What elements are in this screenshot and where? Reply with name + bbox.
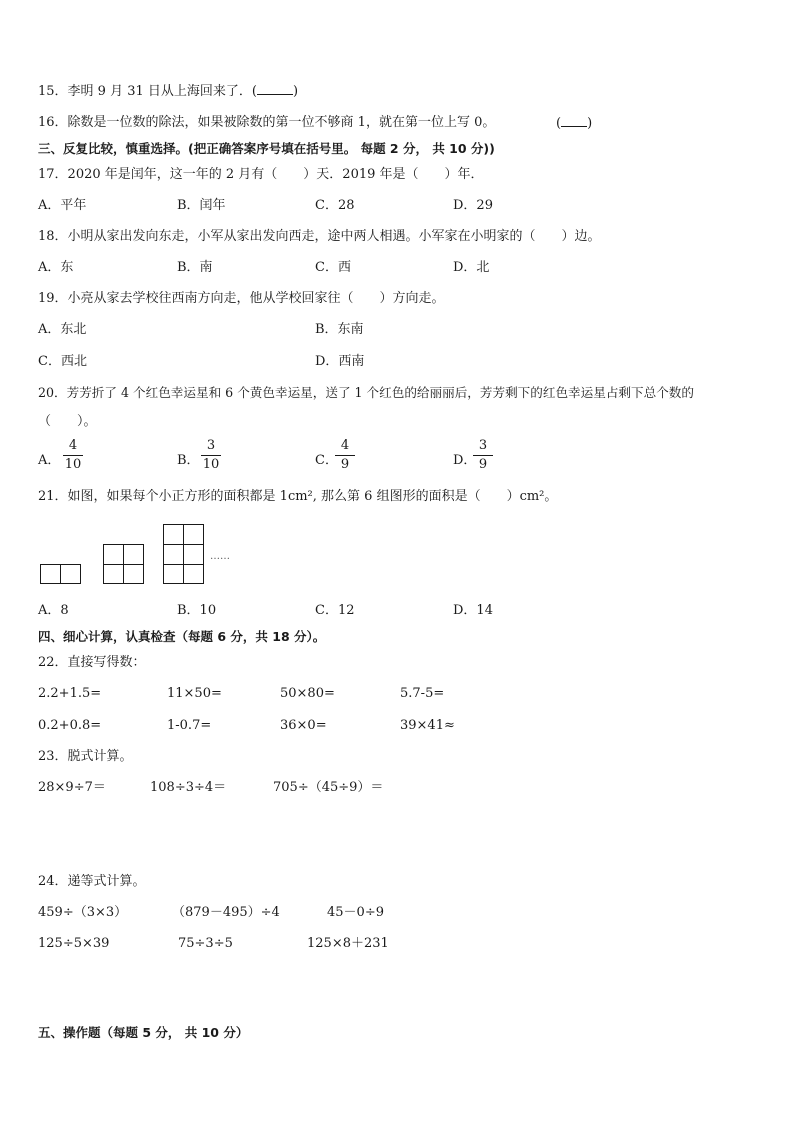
section-4-heading: 四、细心计算，认真检查（每题 6 分，共 18 分）。 [38,629,326,644]
answer-blank[interactable] [257,82,293,95]
q22-item: 11×50= [167,686,222,701]
q22-item: 0.2+0.8= [38,718,102,733]
q16-close: ) [587,116,593,131]
q19-option-a[interactable]: A．东北 [38,322,87,337]
q22-item: 39×41≈ [400,718,455,733]
fraction-bar [201,455,221,456]
q23-item: 28×9÷7＝ [38,780,106,795]
q21-option-a[interactable]: A．8 [38,603,69,618]
q15-text: 15．李明 9 月 31 日从上海回来了．( [38,84,257,99]
question-24-title: 24．递等式计算。 [38,874,146,889]
q22-item: 50×80= [280,686,335,701]
q22-item: 1-0.7= [167,718,212,733]
q17-option-b[interactable]: B．闰年 [177,198,226,213]
q17-option-d[interactable]: D．29 [453,198,493,213]
q20-option-b-letter[interactable]: B． [177,453,200,468]
unit-square [103,564,124,584]
q18-option-c[interactable]: C．西 [315,260,351,275]
q18-option-b[interactable]: B．南 [177,260,213,275]
figure-group-1 [40,564,82,584]
q20-option-c-fraction[interactable] [335,438,355,473]
q21-option-c[interactable]: C．12 [315,603,355,618]
q24-item: 125×8＋231 [307,936,389,951]
numerator: 4 [68,438,78,453]
unit-square [103,544,124,565]
q20-option-d-fraction[interactable] [473,438,493,473]
q16-open: ( [556,116,562,131]
q18-option-d[interactable]: D．北 [453,260,490,275]
q19-option-d[interactable]: D．西南 [315,354,365,369]
unit-square [163,524,184,545]
q20-option-a-fraction[interactable] [63,438,83,473]
unit-square [123,564,144,584]
q22-item: 2.2+1.5= [38,686,102,701]
fraction-bar [63,455,83,456]
denominator: 10 [64,457,82,472]
fraction-bar [335,455,355,456]
q24-item: 45－0÷9 [327,905,384,920]
unit-square [163,544,184,565]
q20-option-c-letter[interactable]: C． [315,453,338,468]
q17-option-c[interactable]: C．28 [315,198,355,213]
q24-item: 75÷3÷5 [178,936,233,951]
unit-square [40,564,61,584]
denominator: 9 [478,457,488,472]
q24-item: 459÷（3×3） [38,905,128,920]
question-23-title: 23．脱式计算。 [38,749,133,764]
q23-item: 108÷3÷4＝ [150,780,227,795]
question-22-title: 22．直接写得数： [38,655,146,670]
q18-option-a[interactable]: A．东 [38,260,74,275]
denominator: 9 [340,457,350,472]
figure-group-3 [163,524,205,584]
unit-square [183,564,204,584]
q15-close: ) [292,84,299,99]
ellipsis: …… [210,551,230,562]
question-20-stem-line2: （ ）。 [38,414,97,429]
numerator: 4 [340,438,350,453]
q24-item: （879－495）÷4 [172,905,280,920]
section-3-heading: 三、反复比较，慎重选择。(把正确答案序号填在括号里。 每题 2 分， 共 10 分)) [38,141,495,156]
q20-option-b-fraction[interactable] [201,438,221,473]
q19-option-c[interactable]: C．西北 [38,354,87,369]
denominator: 10 [202,457,220,472]
question-19-stem: 19．小亮从家去学校往西南方向走，他从学校回家往（ ）方向走。 [38,291,445,306]
q22-item: 36×0= [280,718,327,733]
unit-square [163,564,184,584]
q21-option-d[interactable]: D．14 [453,603,493,618]
unit-square [183,544,204,565]
question-18-stem: 18．小明从家出发向东走，小军从家出发向西走，途中两人相遇。小军家在小明家的（ ）边。 [38,229,601,244]
q21-option-b[interactable]: B．10 [177,603,217,618]
question-20-stem-line1: 20．芳芳折了 4 个红色幸运星和 6 个黄色幸运星，送了 1 个红色的给丽丽后，芳芳剩下的红色幸运星占剩下总个数的 [38,385,694,400]
unit-square [60,564,81,584]
question-16: 16．除数是一位数的除法，如果被除数的第一位不够商 1，就在第一位上写 0。 [38,115,496,130]
answer-blank[interactable] [561,114,587,127]
fraction-bar [473,455,493,456]
question-17-stem: 17．2020 年是闰年，这一年的 2 月有（ ）天．2019 年是（ ）年． [38,167,484,182]
question-21-stem: 21．如图，如果每个小正方形的面积都是 1cm², 那么第 6 组图形的面积是（ ）cm²。 [38,489,558,504]
numerator: 3 [478,438,488,453]
q16-answer [556,114,592,133]
unit-square [123,544,144,565]
q22-item: 5.7-5= [400,686,445,701]
figure-group-2 [103,544,145,584]
q19-option-b[interactable]: B．东南 [315,322,364,337]
q23-item: 705÷（45÷9）＝ [273,780,384,795]
q24-item: 125÷5×39 [38,936,110,951]
unit-square [183,524,204,545]
numerator: 3 [206,438,216,453]
q20-option-a-letter[interactable]: A． [38,453,61,468]
q20-option-d-letter[interactable]: D． [453,453,477,468]
section-5-heading: 五、操作题（每题 5 分， 共 10 分） [38,1025,249,1040]
q17-option-a[interactable]: A．平年 [38,198,87,213]
question-15 [38,82,298,101]
